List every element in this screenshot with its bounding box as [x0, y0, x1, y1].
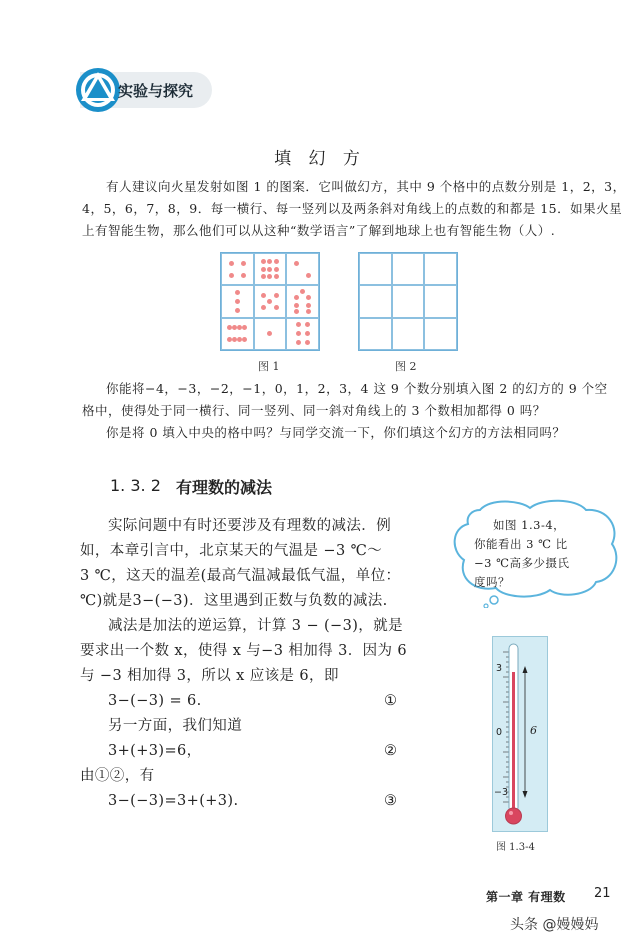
- dot: [305, 340, 310, 345]
- dot: [261, 274, 266, 279]
- intro-line-3: 上有智能生物，那么他们可以从这种“数学语言”了解到地球上也有智能生物（人）.: [82, 223, 556, 238]
- dot: [235, 290, 240, 295]
- body-line-7: 与 −3 相加得 3，所以 x 应该是 6，即: [80, 668, 339, 684]
- dot: [305, 322, 310, 327]
- grid-cell: [392, 318, 425, 350]
- dot: [261, 267, 266, 272]
- grid-cell: [392, 253, 425, 285]
- dot: [229, 261, 234, 266]
- dot: [306, 309, 311, 314]
- equation-2-marker: ②: [384, 743, 398, 759]
- dot: [305, 331, 310, 336]
- dot: [306, 273, 311, 278]
- equation-1-marker: ①: [384, 693, 398, 709]
- magic-square-cell: [254, 318, 287, 350]
- body-line-3: 3 ℃，这天的温差(最高气温减最低气温，单位：: [80, 568, 401, 584]
- bubble-line-2: 你能看出 3 ℃ 比: [474, 537, 568, 551]
- question-line-2: 格中，使得处于同一横行、同一竖列、同一斜对角线上的 3 个数相加都得 0 吗？: [82, 403, 546, 418]
- empty-grid-figure-2: [358, 252, 458, 351]
- dot: [267, 331, 272, 336]
- watermark: 头条 @嫚嫚妈: [510, 917, 599, 933]
- dot: [306, 303, 311, 308]
- grid-cell: [424, 285, 457, 317]
- grid-cell: [359, 253, 392, 285]
- chapter-label: 第一章 有理数: [486, 890, 566, 904]
- dot: [296, 322, 301, 327]
- bubble-line-1: 如图 1.3-4，: [493, 518, 566, 532]
- triangle-circle-logo-icon: [74, 66, 122, 114]
- section-title: 有理数的减法: [176, 478, 273, 497]
- equation-2: 3+(+3)=6，: [108, 743, 202, 759]
- dot: [229, 273, 234, 278]
- body-line-6: 要求出一个数 x，使得 x 与−3 相加得 3．因为 6: [80, 643, 408, 659]
- thermo-label-neg3: −3: [494, 787, 509, 798]
- dot: [294, 303, 299, 308]
- magic-square-cell: [286, 285, 319, 317]
- dot: [235, 308, 240, 313]
- intro-line-2: 4，5，6，7，8，9．每一横行、每一竖列以及两条斜对角线上的点数的和都是 15．如果火星: [82, 201, 623, 216]
- magic-square-cell: [254, 253, 287, 285]
- banner-label: 实验与探究: [118, 82, 194, 100]
- dot: [261, 305, 266, 310]
- grid-cell: [424, 253, 457, 285]
- dot: [241, 261, 246, 266]
- dot: [267, 267, 272, 272]
- equation-1: 3−(−3) = 6.: [108, 693, 202, 709]
- body-line-2: 如，本章引言中，北京某天的气温是 −3 ℃～: [80, 543, 383, 559]
- bubble-line-4: 度吗？: [474, 575, 510, 589]
- equation-3: 3−(−3)=3+(+3).: [108, 793, 239, 809]
- magic-square-cell: [221, 285, 254, 317]
- dot: [294, 309, 299, 314]
- fig1-caption: 图 1: [258, 360, 280, 373]
- dot: [267, 299, 272, 304]
- body-line-4: ℃)就是3−(−3)．这里遇到正数与负数的减法.: [80, 593, 388, 609]
- grid-cell: [424, 318, 457, 350]
- dot: [261, 293, 266, 298]
- dot: [261, 259, 266, 264]
- intro-line-1: 有人建议向火星发射如图 1 的图案．它叫做幻方，其中 9 个格中的点数分别是 1，2，3，: [106, 179, 626, 194]
- magic-square-figure-1: [220, 252, 320, 351]
- dot: [294, 261, 299, 266]
- question-line-3: 你是将 0 填入中央的格中吗？与同学交流一下，你们填这个幻方的方法相同吗？: [106, 425, 566, 440]
- dot: [242, 337, 247, 342]
- thermo-fig-caption: 图 1.3-4: [496, 842, 535, 853]
- experiment-title: 填 幻 方: [274, 149, 366, 169]
- dot: [294, 295, 299, 300]
- bubble-line-3: −3 ℃高多少摄氏: [474, 556, 570, 570]
- dot: [274, 305, 279, 310]
- dot: [296, 331, 301, 336]
- dot: [274, 274, 279, 279]
- magic-square-cell: [221, 253, 254, 285]
- magic-square-cell: [254, 285, 287, 317]
- section-number: 1. 3. 2: [110, 476, 161, 495]
- magic-square-cell: [286, 253, 319, 285]
- magic-square-cell: [221, 318, 254, 350]
- thermo-label-0: 0: [496, 727, 503, 738]
- magic-square-cell: [286, 318, 319, 350]
- grid-cell: [359, 318, 392, 350]
- dot: [306, 295, 311, 300]
- dot: [241, 273, 246, 278]
- body-line-from: 由①②，有: [80, 768, 155, 784]
- dot: [267, 274, 272, 279]
- grid-cell: [392, 285, 425, 317]
- equation-3-marker: ③: [384, 793, 398, 809]
- dot: [235, 299, 240, 304]
- dot: [274, 267, 279, 272]
- body-line-another: 另一方面，我们知道: [108, 718, 243, 734]
- dot: [274, 293, 279, 298]
- question-line-1: 你能将−4，−3，−2，−1，0，1，2，3，4 这 9 个数分别填入图 2 的幻方的 9 个空: [106, 381, 608, 396]
- thermo-label-3: 3: [496, 663, 503, 674]
- dot: [242, 325, 247, 330]
- body-line-5: 减法是加法的逆运算，计算 3 − (−3)，就是: [108, 618, 403, 634]
- fig2-caption: 图 2: [395, 360, 417, 373]
- grid-cell: [359, 285, 392, 317]
- page-number: 21: [594, 886, 611, 901]
- dot: [274, 259, 279, 264]
- dot: [300, 289, 305, 294]
- thermo-span-label: 6: [530, 724, 537, 737]
- body-line-1: 实际问题中有时还要涉及有理数的减法．例: [108, 518, 392, 534]
- dot: [296, 340, 301, 345]
- dot: [267, 259, 272, 264]
